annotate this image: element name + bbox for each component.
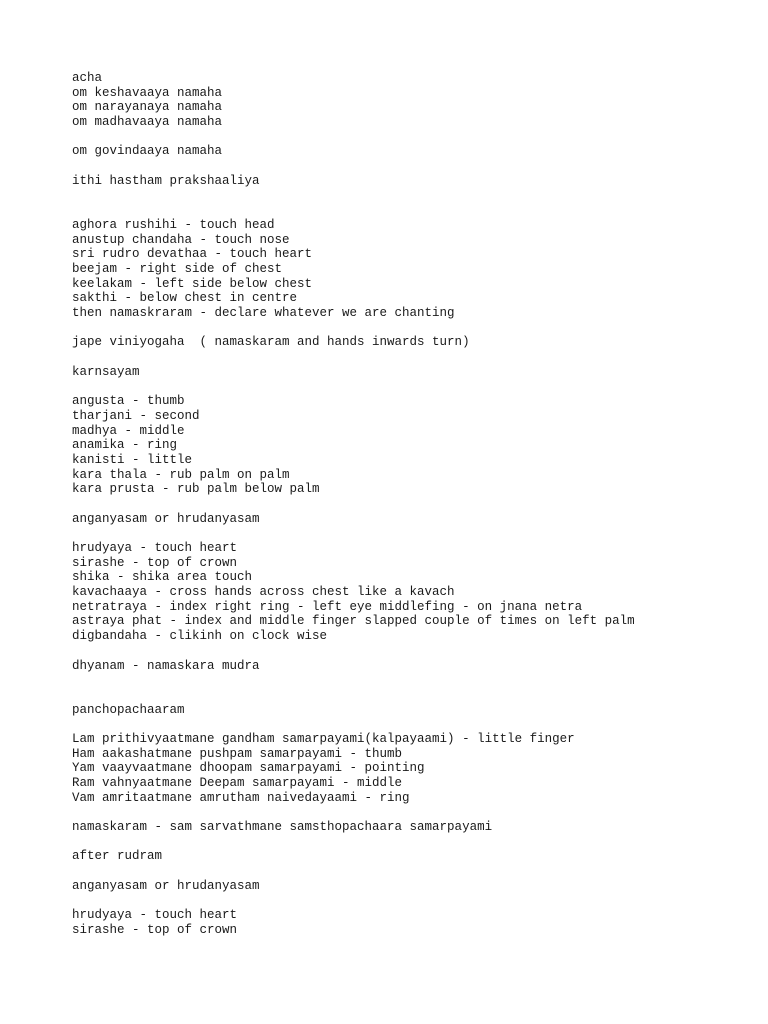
blank-line bbox=[72, 805, 752, 820]
text-line: panchopachaaram bbox=[72, 702, 185, 717]
blank-line bbox=[72, 189, 752, 204]
blank-line bbox=[72, 835, 752, 850]
text-line: hrudyaya - touch heart bbox=[72, 908, 238, 923]
text-line: namaskaram - sam sarvathmane samsthopachaara samarpayami bbox=[72, 820, 493, 835]
text-line: Vam amritaatmane amrutham naivedayaami - ring bbox=[72, 790, 410, 805]
text-line: om narayanaya namaha bbox=[72, 100, 223, 115]
text-line: madhya - middle bbox=[72, 423, 185, 438]
text-line: astraya phat - index and middle finger slapped couple of times on left palm bbox=[72, 614, 635, 629]
blank-line bbox=[72, 717, 752, 732]
blank-line bbox=[72, 526, 752, 541]
text-line: digbandaha - clikinh on clock wise bbox=[72, 629, 328, 644]
blank-line bbox=[72, 159, 752, 174]
text-line: om govindaaya namaha bbox=[72, 144, 223, 159]
text-line: Lam prithivyaatmane gandham samarpayami(kalpayaami) - little finger bbox=[72, 731, 575, 746]
blank-line bbox=[72, 321, 752, 336]
text-line: Ham aakashatmane pushpam samarpayami - thumb bbox=[72, 746, 403, 761]
text-line: keelakam - left side below chest bbox=[72, 276, 313, 291]
text-line: sirashe - top of crown bbox=[72, 555, 238, 570]
text-line: Ram vahnyaatmane Deepam samarpayami - middle bbox=[72, 776, 403, 790]
text-line: Yam vaayvaatmane dhoopam samarpayami - pointing bbox=[72, 761, 425, 776]
text-line: om madhavaaya namaha bbox=[72, 115, 223, 130]
text-line: tharjani - second bbox=[72, 408, 200, 423]
text-line: anamika - ring bbox=[72, 438, 178, 453]
blank-line bbox=[72, 497, 752, 512]
text-line: kavachaaya - cross hands across chest like a kavach bbox=[72, 585, 455, 600]
text-line: ithi hastham prakshaaliya bbox=[72, 173, 260, 188]
text-line: jape viniyogaha ( namaskaram and hands inwards turn) bbox=[72, 335, 470, 350]
blank-line bbox=[72, 350, 752, 365]
text-line: kanisti - little bbox=[72, 452, 193, 467]
blank-line bbox=[72, 203, 752, 218]
text-line: then namaskraram - declare whatever we are chanting bbox=[72, 306, 455, 320]
blank-line bbox=[72, 894, 752, 909]
text-line: kara thala - rub palm on palm bbox=[72, 467, 290, 482]
text-line: karnsayam bbox=[72, 364, 140, 379]
blank-line bbox=[72, 864, 752, 879]
text-line: kara prusta - rub palm below palm bbox=[72, 482, 320, 497]
text-line: sakthi - below chest in centre bbox=[72, 291, 298, 306]
text-line: sirashe - top of crown bbox=[72, 922, 238, 937]
blank-line bbox=[72, 688, 752, 703]
text-line: angusta - thumb bbox=[72, 394, 185, 409]
text-line: after rudram bbox=[72, 849, 163, 864]
text-line: anganyasam or hrudanyasam bbox=[72, 511, 260, 526]
blank-line bbox=[72, 673, 752, 688]
text-line: hrudyaya - touch heart bbox=[72, 541, 238, 555]
text-line: beejam - right side of chest bbox=[72, 261, 283, 276]
text-line: aghora rushihi - touch head bbox=[72, 217, 275, 232]
text-line: om keshavaaya namaha bbox=[72, 85, 223, 100]
text-line: anganyasam or hrudanyasam bbox=[72, 878, 260, 893]
text-line: acha bbox=[72, 71, 103, 85]
blank-line bbox=[72, 130, 752, 145]
text-line: sri rudro devathaa - touch heart bbox=[72, 247, 313, 262]
text-line: netratraya - index right ring - left eye middlefing - on jnana netra bbox=[72, 599, 583, 614]
text-line: anustup chandaha - touch nose bbox=[72, 232, 290, 247]
blank-line bbox=[72, 644, 752, 659]
document-page bbox=[72, 71, 752, 938]
blank-line bbox=[72, 379, 752, 394]
text-line: dhyanam - namaskara mudra bbox=[72, 658, 260, 673]
text-line: shika - shika area touch bbox=[72, 570, 253, 585]
